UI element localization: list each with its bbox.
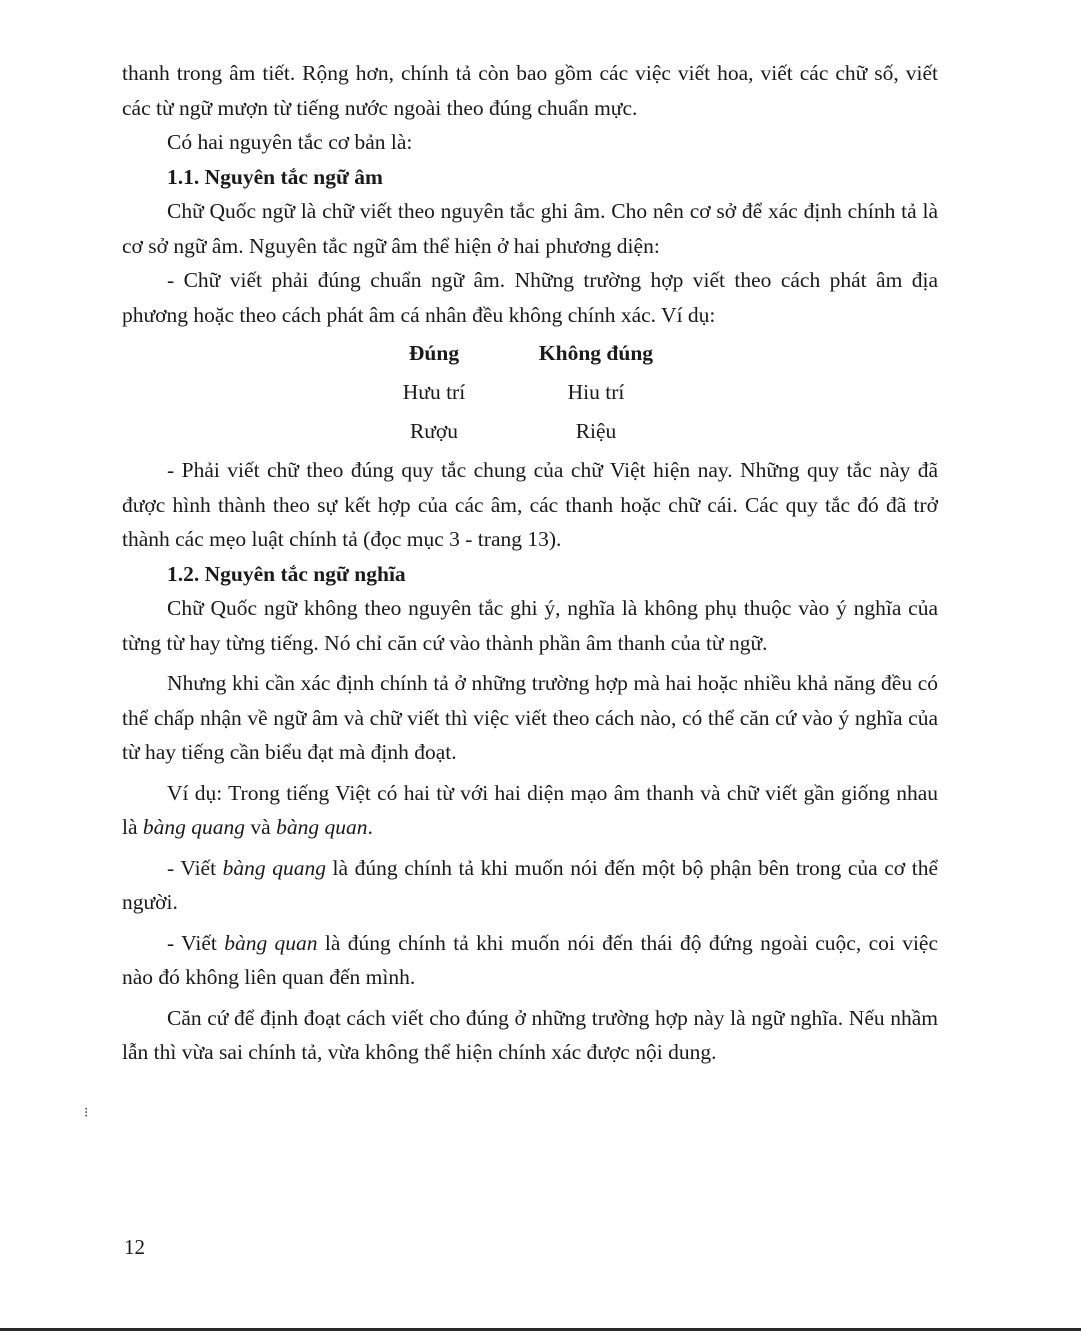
table-row [357, 412, 681, 451]
example-text-before: Ví dụ: Trong tiếng Việt có hai từ với hai diện mạo âm thanh và chữ viết gần giống nhau là [122, 780, 938, 839]
bang-quang-text-before: - Viết [167, 855, 223, 880]
page-body [122, 56, 938, 1070]
section-1-1-paragraph-3: - Phải viết chữ theo đúng quy tắc chung của chữ Việt hiện nay. Những quy tắc này đã được hình thành theo sự kết hợp của các âm, các thanh hoặc chữ cái. Các quy tắc đó đã trở thành các mẹo luật chính tả (đọc mục 3 - trang 13). [122, 458, 938, 551]
bang-quang-term: bàng quang [222, 855, 326, 880]
example-table [357, 334, 681, 451]
section-1-2-paragraph-1: Chữ Quốc ngữ không theo nguyên tắc ghi ý, nghĩa là không phụ thuộc vào ý nghĩa của từng từ hay từng tiếng. Nó chỉ căn cứ vào thành phần âm thanh của từ ngữ. [122, 596, 938, 655]
table-cell-correct: Hưu trí [402, 380, 466, 405]
section-1-2-paragraph-2: Nhưng khi cần xác định chính tả ở những trường hợp mà hai hoặc nhiều khả năng đều có thể chấp nhận về ngữ âm và chữ viết thì việc viết theo cách nào, có thể căn cứ vào ý nghĩa của từ hay tiếng cần biểu đạt mà định đoạt. [122, 671, 938, 764]
intro-paragraph: thanh trong âm tiết. Rộng hơn, chính tả còn bao gồm các việc viết hoa, viết các chữ số, viết các từ ngữ mượn từ tiếng nước ngoài theo đúng chuẩn mực. [122, 61, 938, 120]
table-cell-incorrect: Hiu trí [567, 380, 625, 405]
example-text-middle: và [245, 815, 277, 839]
example-table-header-row [357, 334, 681, 373]
section-1-2-example-paragraph [122, 776, 938, 845]
bang-quan-text-after: là đúng chính tả khi muốn nói đến thái độ đứng ngoài cuộc, coi việc nào đó không liên quan đến mình. [122, 930, 939, 989]
bang-quan-text-before: - Viết [167, 930, 225, 955]
table-cell-incorrect: Riệu [575, 419, 617, 444]
section-1-2-heading: 1.2. Nguyên tắc ngữ nghĩa [167, 561, 406, 586]
table-row [357, 373, 681, 412]
bang-quan-term: bàng quan [224, 930, 318, 955]
table-cell-correct: Rượu [409, 419, 459, 444]
term-bang-quan: bàng quan [276, 815, 368, 839]
section-1-2-conclusion-paragraph: Căn cứ để định đoạt cách viết cho đúng ở những trường hợp này là ngữ nghĩa. Nếu nhầm lẫn thì vừa sai chính tả, vừa không thể hiện chính xác được nội dung. [122, 1005, 938, 1064]
section-1-1-paragraph-2: - Chữ viết phải đúng chuẩn ngữ âm. Những trường hợp viết theo cách phát âm địa phương hoặc theo cách phát âm cá nhân đều không chính xác. Ví dụ: [122, 268, 938, 327]
example-table-wrapper [122, 334, 938, 451]
section-1-1-heading: 1.1. Nguyên tắc ngữ âm [167, 164, 383, 189]
section-1-2-bang-quan-paragraph [122, 926, 938, 995]
intro-principles-line: Có hai nguyên tắc cơ bản là: [167, 130, 413, 154]
margin-mark: ⁝ [84, 1106, 89, 1121]
header-incorrect: Không đúng [538, 341, 654, 366]
section-1-2-bang-quang-paragraph [122, 851, 938, 920]
example-text-after: . [367, 815, 373, 839]
term-bang-quang: bàng quang [142, 815, 246, 839]
section-1-1-paragraph-1: Chữ Quốc ngữ là chữ viết theo nguyên tắc ghi âm. Cho nên cơ sở để xác định chính tả là cơ sở ngữ âm. Nguyên tắc ngữ âm thể hiện ở hai phương diện: [122, 199, 938, 258]
header-correct: Đúng [408, 341, 460, 366]
page-number: 12 [124, 1235, 145, 1259]
bang-quang-text-after: là đúng chính tả khi muốn nói đến một bộ phận bên trong của cơ thể người. [122, 855, 939, 914]
